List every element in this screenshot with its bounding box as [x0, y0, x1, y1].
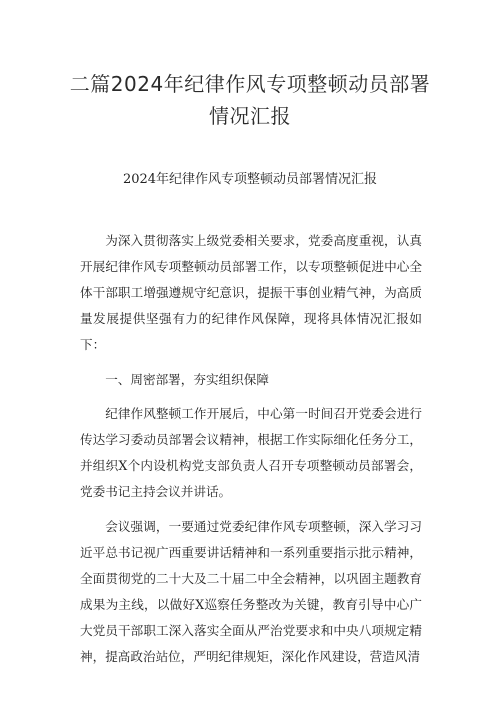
- section-heading-1: 一、周密部署，夯实组织保障: [105, 372, 269, 387]
- paragraph-intro: 为深入贯彻落实上级党委相关要求，党委高度重视，认真开展纪律作风专项整顿动员部署工作，以专项整顿促进中心全体干部职工增强遵规守纪意识，提振干事创业精气神，为高质量发展提供坚强有力的纪律作风保障，现将具体情况汇报如下：: [80, 233, 422, 352]
- document-title: 二篇2024年纪律作风专项整顿动员部署情况汇报: [69, 72, 431, 128]
- paragraph-deployment: 纪律作风整顿工作开展后，中心第一时间召开党委会进行传达学习委动员部署会议精神，根据工作实际细化任务分工，并组织X个内设机构党支部负责人召开专项整顿动员部署会，党委书记主持会议并讲话。: [80, 406, 422, 499]
- document-subtitle: 2024年纪律作风专项整顿动员部署情况汇报: [122, 172, 378, 187]
- document-body: [80, 228, 422, 679]
- paragraph-meeting: 会议强调，一要通过党委纪律作风专项整顿，深入学习习近平总书记视广西重要讲话精神和一系列重要指示批示精神，全面贯彻党的二十大及二十届二中全会精神，以巩固主题教育成果为主线，以做好X巡察任务整改为关键，教育引导中心广大党员干部职工深入落实全面从严治党要求和中央八项规定精神，提高政治站位，严明纪律规矩，深化作风建设，营造风清: [80, 519, 422, 664]
